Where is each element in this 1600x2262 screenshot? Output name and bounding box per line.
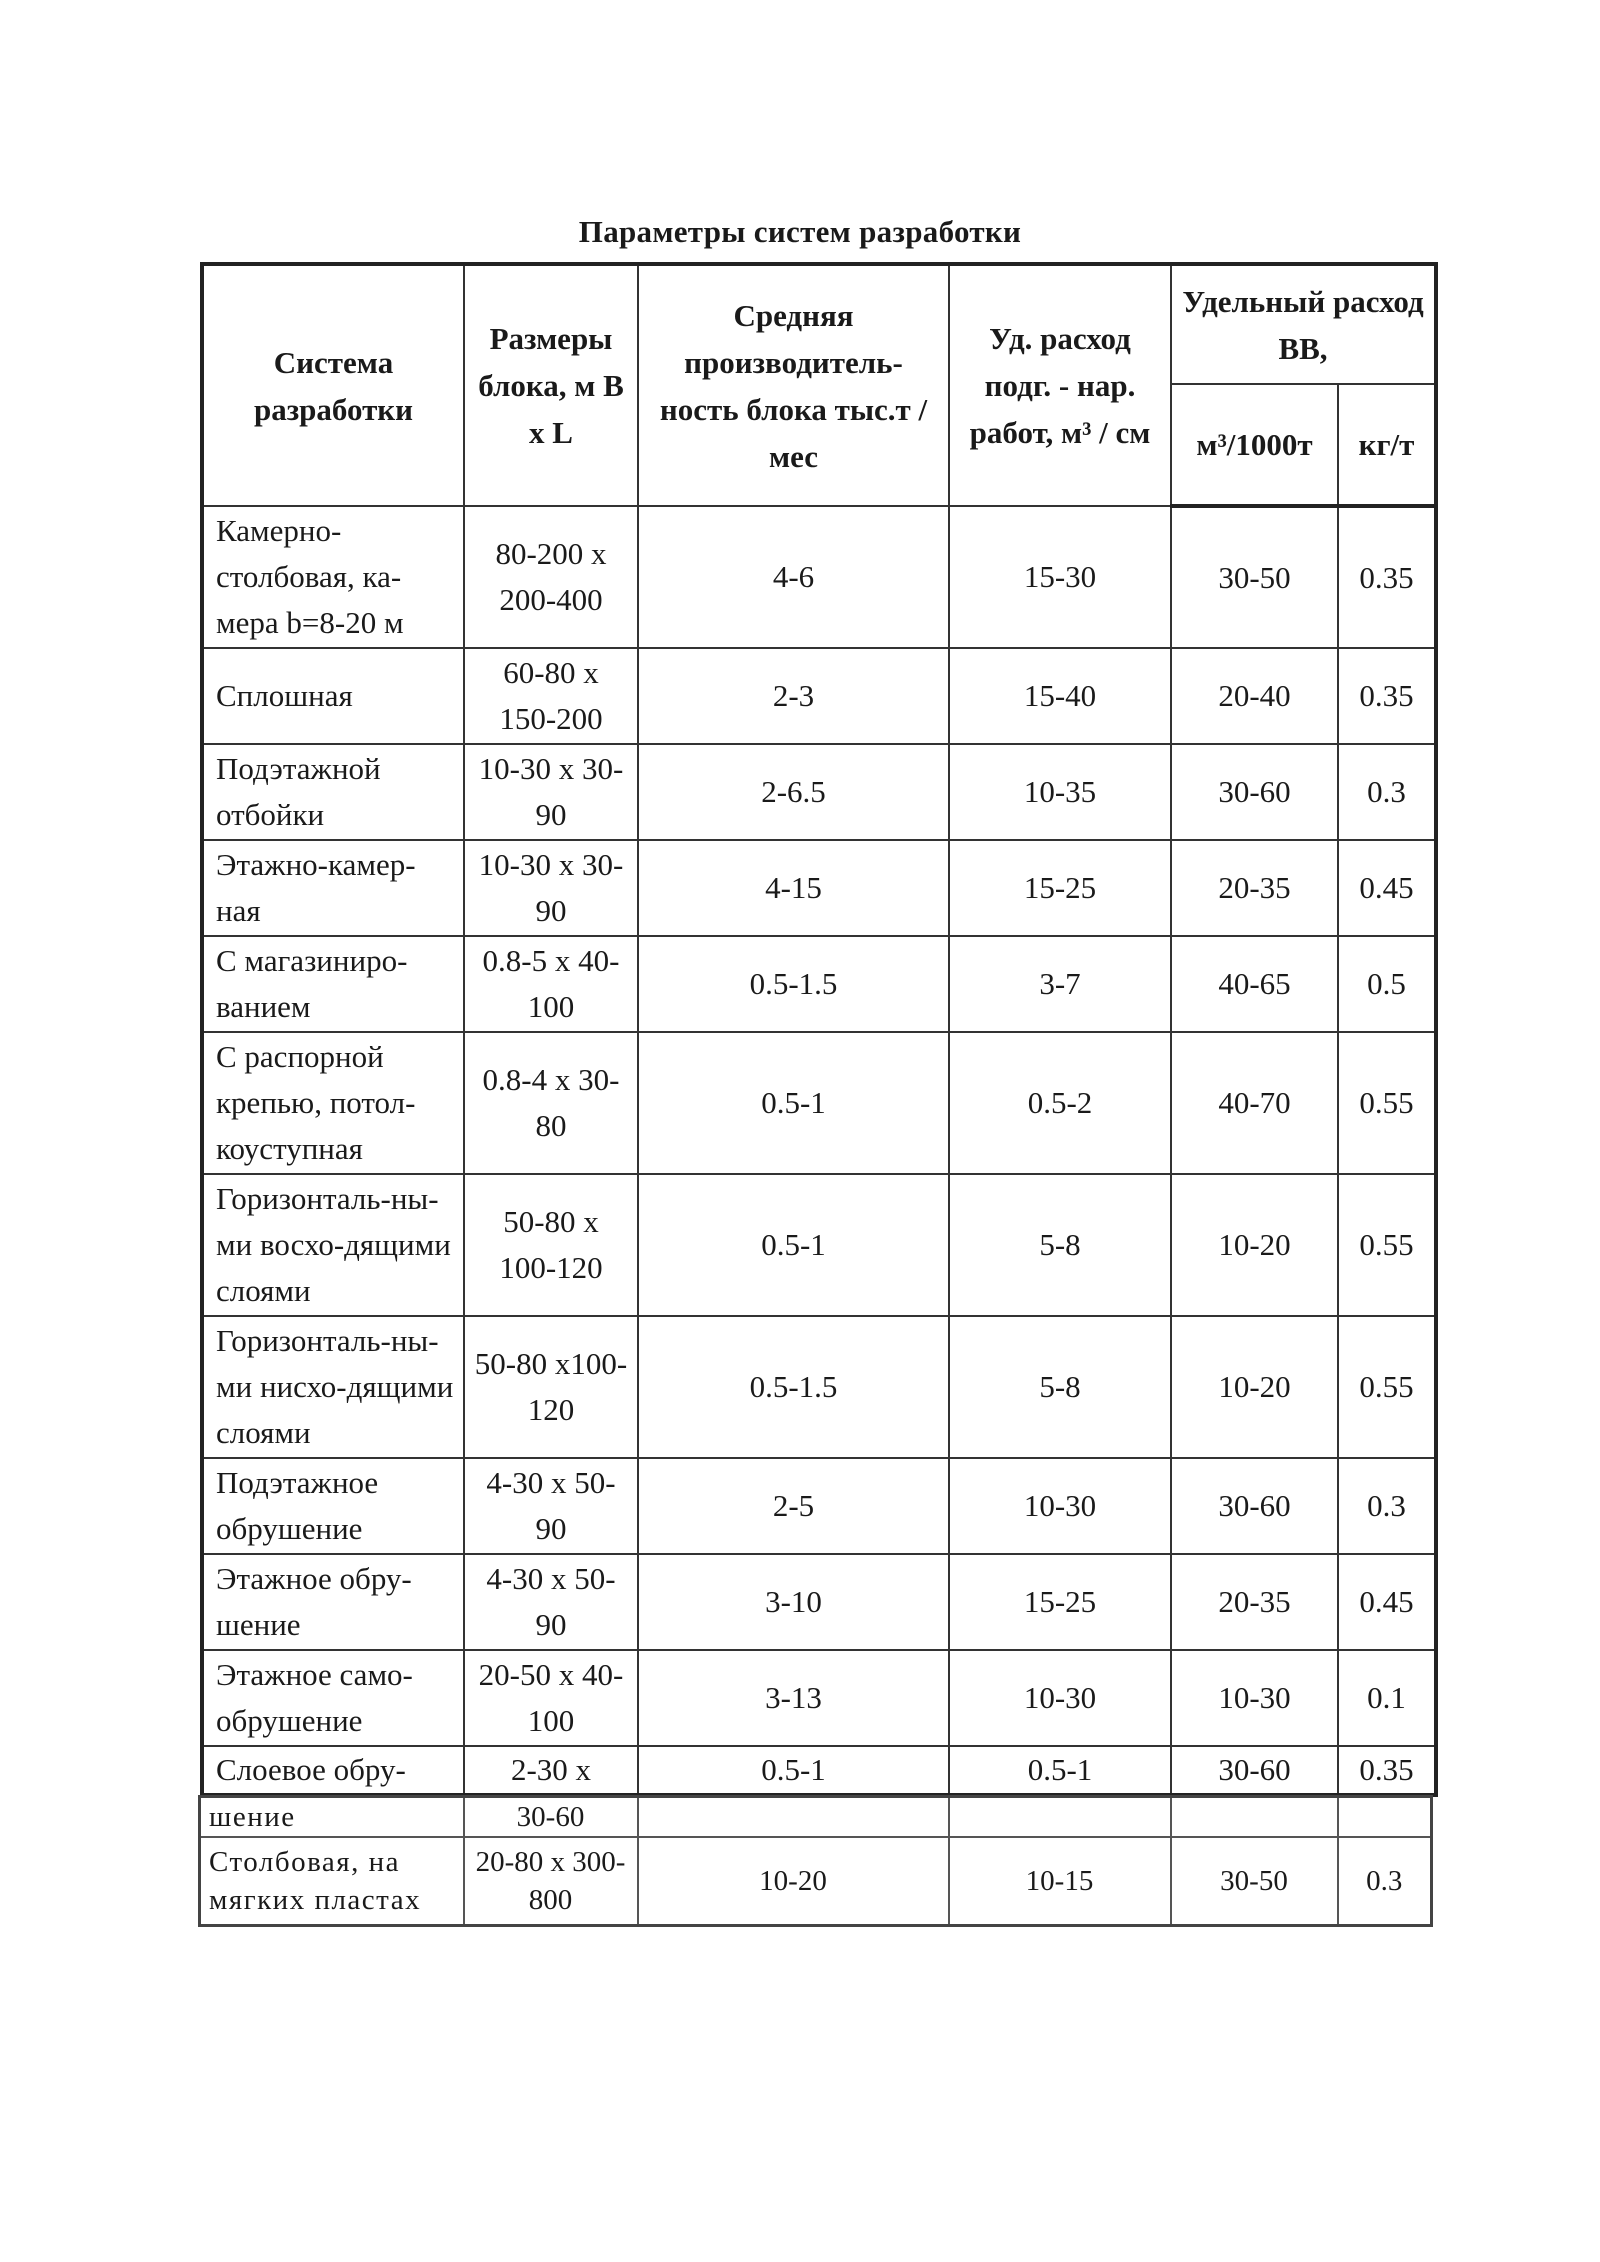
cell-explosives-kg: 0.3 <box>1338 744 1436 840</box>
table-row <box>202 648 1436 744</box>
cell-system: Столбовая, на мягких пластах <box>200 1837 464 1925</box>
cell-explosives-kg: 0.35 <box>1338 1746 1436 1795</box>
table-row <box>202 1554 1436 1650</box>
cell-explosives-kg: 0.45 <box>1338 840 1436 936</box>
cell-productivity: 0.5-1.5 <box>638 936 949 1032</box>
cell-size: 50-80 x 100-120 <box>464 1174 638 1316</box>
cell-size: 30-60 <box>464 1797 638 1838</box>
cell-system: С распорной крепью, потол-коуступная <box>202 1032 464 1174</box>
cell-empty <box>949 1797 1171 1838</box>
cell-productivity: 4-6 <box>638 506 949 648</box>
cell-explosives-m3: 20-40 <box>1171 648 1338 744</box>
cell-system: Слоевое обру- <box>202 1746 464 1795</box>
cell-prep: 15-30 <box>949 506 1171 648</box>
cell-size: 2-30 x <box>464 1746 638 1795</box>
cell-system: Этажное само-обрушение <box>202 1650 464 1746</box>
cell-explosives-kg: 0.35 <box>1338 648 1436 744</box>
cell-system: Камерно-столбовая, ка-мера b=8-20 м <box>202 506 464 648</box>
cell-explosives-kg: 0.55 <box>1338 1174 1436 1316</box>
cell-system: Горизонталь-ны-ми восхо-дящими слоями <box>202 1174 464 1316</box>
header-system: Система разработки <box>202 264 464 506</box>
parameters-table <box>200 262 1438 1797</box>
cell-size: 20-80 x 300-800 <box>464 1837 638 1925</box>
cell-explosives-kg: 0.3 <box>1338 1837 1432 1925</box>
table-row <box>200 1837 1432 1925</box>
cell-size: 20-50 x 40-100 <box>464 1650 638 1746</box>
cell-explosives-kg: 0.3 <box>1338 1458 1436 1554</box>
header-explosives-m3: м³/1000т <box>1171 384 1338 506</box>
cell-explosives-m3: 30-60 <box>1171 744 1338 840</box>
cell-empty <box>1171 1797 1338 1838</box>
cell-prep: 0.5-2 <box>949 1032 1171 1174</box>
cell-explosives-m3: 30-50 <box>1171 1837 1338 1925</box>
cell-explosives-kg: 0.1 <box>1338 1650 1436 1746</box>
cell-system: Этажное обру-шение <box>202 1554 464 1650</box>
cell-explosives-kg: 0.5 <box>1338 936 1436 1032</box>
cell-prep: 15-40 <box>949 648 1171 744</box>
table-row <box>202 936 1436 1032</box>
cell-explosives-m3: 20-35 <box>1171 840 1338 936</box>
cell-prep: 10-30 <box>949 1650 1171 1746</box>
cell-prep: 10-35 <box>949 744 1171 840</box>
cell-explosives-m3: 40-70 <box>1171 1032 1338 1174</box>
cell-size: 80-200 x 200-400 <box>464 506 638 648</box>
header-block-size: Размеры блока, м B x L <box>464 264 638 506</box>
cell-system: Этажно-камер-ная <box>202 840 464 936</box>
table-row <box>202 744 1436 840</box>
cell-productivity: 2-5 <box>638 1458 949 1554</box>
cell-system: Подэтажной отбойки <box>202 744 464 840</box>
header-prep-work: Уд. расход подг. - нар. работ, м³ / см <box>949 264 1171 506</box>
table-row <box>202 840 1436 936</box>
cell-system: С магазиниро-ванием <box>202 936 464 1032</box>
cell-productivity: 3-13 <box>638 1650 949 1746</box>
cell-prep: 10-15 <box>949 1837 1171 1925</box>
cell-size: 10-30 x 30-90 <box>464 840 638 936</box>
cell-explosives-kg: 0.55 <box>1338 1316 1436 1458</box>
table-row <box>202 1650 1436 1746</box>
cell-explosives-m3: 10-20 <box>1171 1316 1338 1458</box>
cell-productivity: 10-20 <box>638 1837 949 1925</box>
table-row <box>202 506 1436 648</box>
table-row <box>202 1316 1436 1458</box>
cell-size: 4-30 x 50-90 <box>464 1458 638 1554</box>
cell-prep: 15-25 <box>949 1554 1171 1650</box>
table-row <box>202 1032 1436 1174</box>
cell-explosives-kg: 0.45 <box>1338 1554 1436 1650</box>
cell-size: 50-80 x100-120 <box>464 1316 638 1458</box>
cell-size: 0.8-4 x 30-80 <box>464 1032 638 1174</box>
table-row <box>202 1746 1436 1795</box>
cell-explosives-kg: 0.35 <box>1338 506 1436 648</box>
cell-productivity: 3-10 <box>638 1554 949 1650</box>
cell-system: Подэтажное обрушение <box>202 1458 464 1554</box>
page-title: Параметры систем разработки <box>578 214 1022 249</box>
cell-explosives-kg: 0.55 <box>1338 1032 1436 1174</box>
cell-prep: 5-8 <box>949 1174 1171 1316</box>
table-row <box>202 1458 1436 1554</box>
cell-explosives-m3: 30-50 <box>1171 506 1338 648</box>
header-explosives: Удельный расход ВВ, <box>1171 264 1436 384</box>
cell-productivity: 0.5-1 <box>638 1746 949 1795</box>
cell-productivity: 0.5-1 <box>638 1032 949 1174</box>
header-explosives-kg: кг/т <box>1338 384 1436 506</box>
cell-prep: 0.5-1 <box>949 1746 1171 1795</box>
cell-prep: 3-7 <box>949 936 1171 1032</box>
cell-size: 4-30 x 50-90 <box>464 1554 638 1650</box>
cell-explosives-m3: 30-60 <box>1171 1458 1338 1554</box>
cell-explosives-m3: 10-30 <box>1171 1650 1338 1746</box>
cell-productivity: 0.5-1 <box>638 1174 949 1316</box>
cell-empty <box>1338 1797 1432 1838</box>
cell-productivity: 0.5-1.5 <box>638 1316 949 1458</box>
cell-system: Сплошная <box>202 648 464 744</box>
cell-size: 10-30 x 30-90 <box>464 744 638 840</box>
cell-explosives-m3: 30-60 <box>1171 1746 1338 1795</box>
cell-prep: 10-30 <box>949 1458 1171 1554</box>
cell-size: 0.8-5 x 40-100 <box>464 936 638 1032</box>
cell-explosives-m3: 20-35 <box>1171 1554 1338 1650</box>
table-row <box>202 1174 1436 1316</box>
continuation-table <box>198 1795 1433 1927</box>
header-productivity: Средняя производитель-ность блока тыс.т / мес <box>638 264 949 506</box>
cell-size: 60-80 x 150-200 <box>464 648 638 744</box>
cell-productivity: 4-15 <box>638 840 949 936</box>
table-row <box>200 1797 1432 1838</box>
cell-explosives-m3: 40-65 <box>1171 936 1338 1032</box>
cell-prep: 5-8 <box>949 1316 1171 1458</box>
cell-system: шение <box>200 1797 464 1838</box>
cell-productivity: 2-3 <box>638 648 949 744</box>
cell-productivity: 2-6.5 <box>638 744 949 840</box>
cell-empty <box>638 1797 949 1838</box>
cell-explosives-m3: 10-20 <box>1171 1174 1338 1316</box>
cell-prep: 15-25 <box>949 840 1171 936</box>
cell-system: Горизонталь-ны-ми нисхо-дящими слоями <box>202 1316 464 1458</box>
